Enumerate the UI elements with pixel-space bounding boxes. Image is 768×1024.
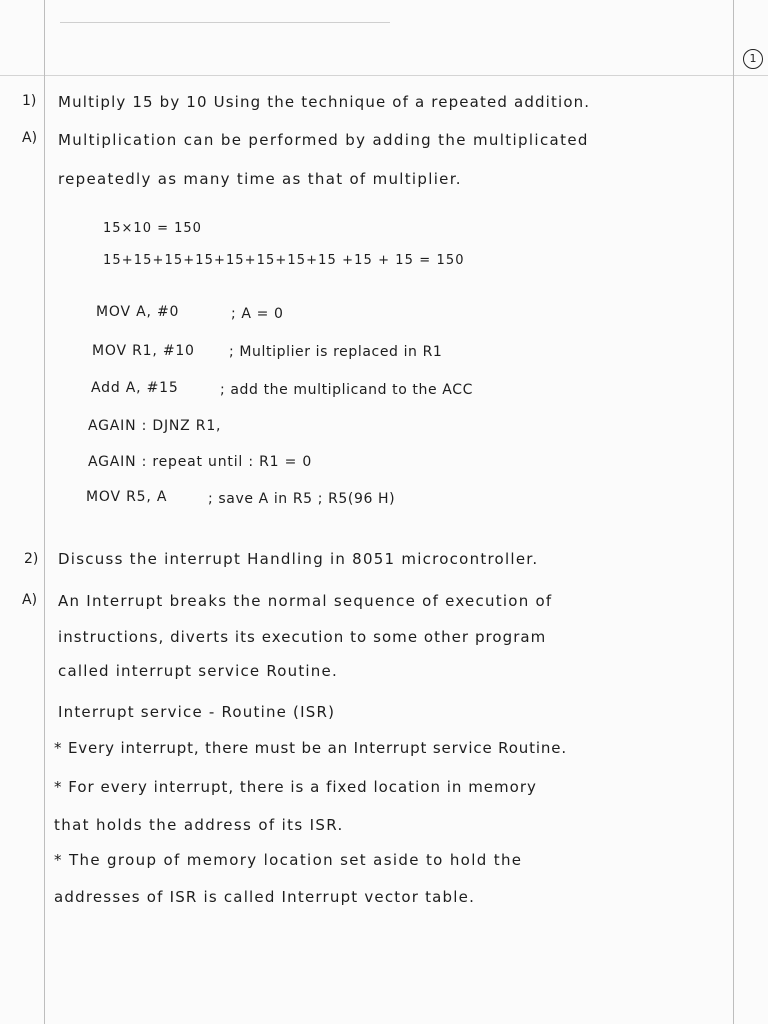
q2-answer-line: Interrupt service - Routine (ISR) — [58, 703, 336, 721]
left-margin-line — [44, 0, 45, 1024]
top-rule — [60, 22, 390, 23]
code-instruction: Add A, #15 — [91, 380, 179, 396]
code-comment: ; A = 0 — [231, 306, 284, 322]
code-comment: ; Multiplier is replaced in R1 — [229, 344, 443, 360]
q2-answer-line: addresses of ISR is called Interrupt vector table. — [54, 888, 476, 906]
q2-answer-line: instructions, diverts its execution to some other program — [58, 628, 547, 646]
q2-question: Discuss the interrupt Handling in 8051 microcontroller. — [58, 550, 539, 568]
code-instruction: AGAIN : repeat until : R1 = 0 — [88, 454, 313, 470]
q2-answer-line: An Interrupt breaks the normal sequence of execution of — [58, 592, 553, 610]
equation-product: 15×10 = 150 — [103, 221, 202, 236]
code-instruction: AGAIN : DJNZ R1, — [88, 418, 222, 434]
q2-answer-line: that holds the address of its ISR. — [54, 816, 344, 834]
q1-answer-marker: A) — [22, 130, 38, 146]
code-instruction: MOV R5, A — [86, 489, 168, 505]
q1-question: Multiply 15 by 10 Using the technique of a repeated addition. — [58, 93, 591, 111]
code-comment: ; add the multiplicand to the ACC — [220, 382, 473, 398]
header-rule — [0, 75, 768, 76]
q1-answer-line-1: Multiplication can be performed by adding the multiplicated — [58, 131, 589, 149]
equation-repeated-sum: 15+15+15+15+15+15+15+15 +15 + 15 = 150 — [103, 253, 465, 268]
page-number: 1 — [743, 49, 763, 69]
code-comment: ; save A in R5 ; R5(96 H) — [208, 491, 396, 507]
code-instruction: MOV R1, #10 — [92, 343, 195, 359]
q2-answer-marker: A) — [22, 592, 38, 608]
q2-answer-line: * The group of memory location set aside to hold the — [54, 851, 523, 869]
q2-answer-line: * Every interrupt, there must be an Interrupt service Routine. — [54, 739, 567, 757]
q2-answer-line: called interrupt service Routine. — [58, 662, 338, 680]
q2-answer-line: * For every interrupt, there is a fixed location in memory — [54, 778, 537, 796]
code-instruction: MOV A, #0 — [96, 304, 180, 320]
q1-answer-line-2: repeatedly as many time as that of multiplier. — [58, 170, 462, 188]
q2-marker: 2) — [24, 551, 39, 567]
q1-marker: 1) — [22, 93, 37, 109]
right-margin-line — [733, 0, 734, 1024]
